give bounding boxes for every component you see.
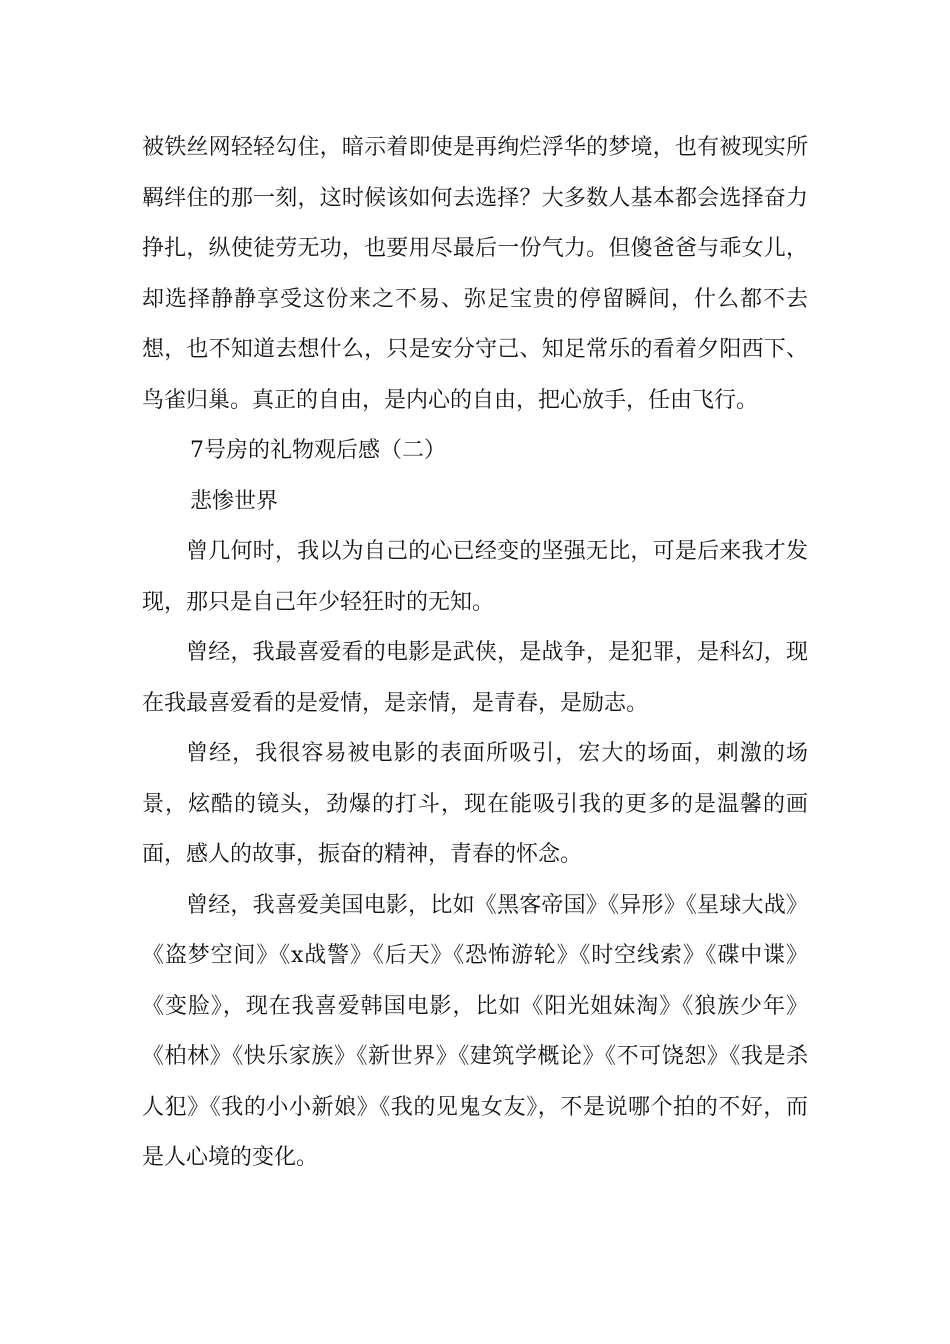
paragraph-once: 曾几何时，我以为自己的心已经变的坚强无比，可是后来我才发现，那只是自己年少轻狂时的无知。 [142, 539, 808, 615]
paragraph-film-list: 曾经，我喜爱美国电影，比如《黑客帝国》《异形》《星球大战》《盗梦空间》《x战警》《后天》《恐怖游轮》《时空线索》《碟中谍》《变脸》，现在我喜爱韩国电影，比如《阳光姐妹淘》《狼族少年》《柏林》《快乐家族》《新世界》《建筑学概论》《不可饶恕》《我是杀人犯》《我的小小新娘》《我的见鬼女友》，不是说哪个拍的不好，而是人心境的变化。 [142, 892, 808, 1170]
document-page [142, 123, 808, 1184]
paragraph-film-genres: 曾经，我最喜爱看的电影是武侠，是战争，是犯罪，是科幻，现在我最喜爱看的是爱情，是亲情，是青春，是励志。 [142, 640, 808, 716]
paragraph-continuation: 被铁丝网轻轻勾住，暗示着即使是再绚烂浮华的梦境，也有被现实所羁绊住的那一刻，这时候该如何去选择？大多数人基本都会选择奋力挣扎，纵使徒劳无功，也要用尽最后一份气力。但傻爸爸与乖女儿，却选择静静享受这份来之不易、弥足宝贵的停留瞬间，什么都不去想，也不知道去想什么，只是安分守己、知足常乐的看着夕阳西下、鸟雀归巢。真正的自由，是内心的自由，把心放手，任由飞行。 [142, 135, 808, 413]
section-title: 7号房的礼物观后感（二） [190, 438, 446, 463]
paragraph-film-appeal: 曾经，我很容易被电影的表面所吸引，宏大的场面，刺激的场景，炫酷的镜头，劲爆的打斗，现在能吸引我的更多的是温馨的画面，感人的故事，振奋的精神，青春的怀念。 [142, 741, 808, 867]
section-subtitle: 悲惨世界 [190, 488, 279, 514]
